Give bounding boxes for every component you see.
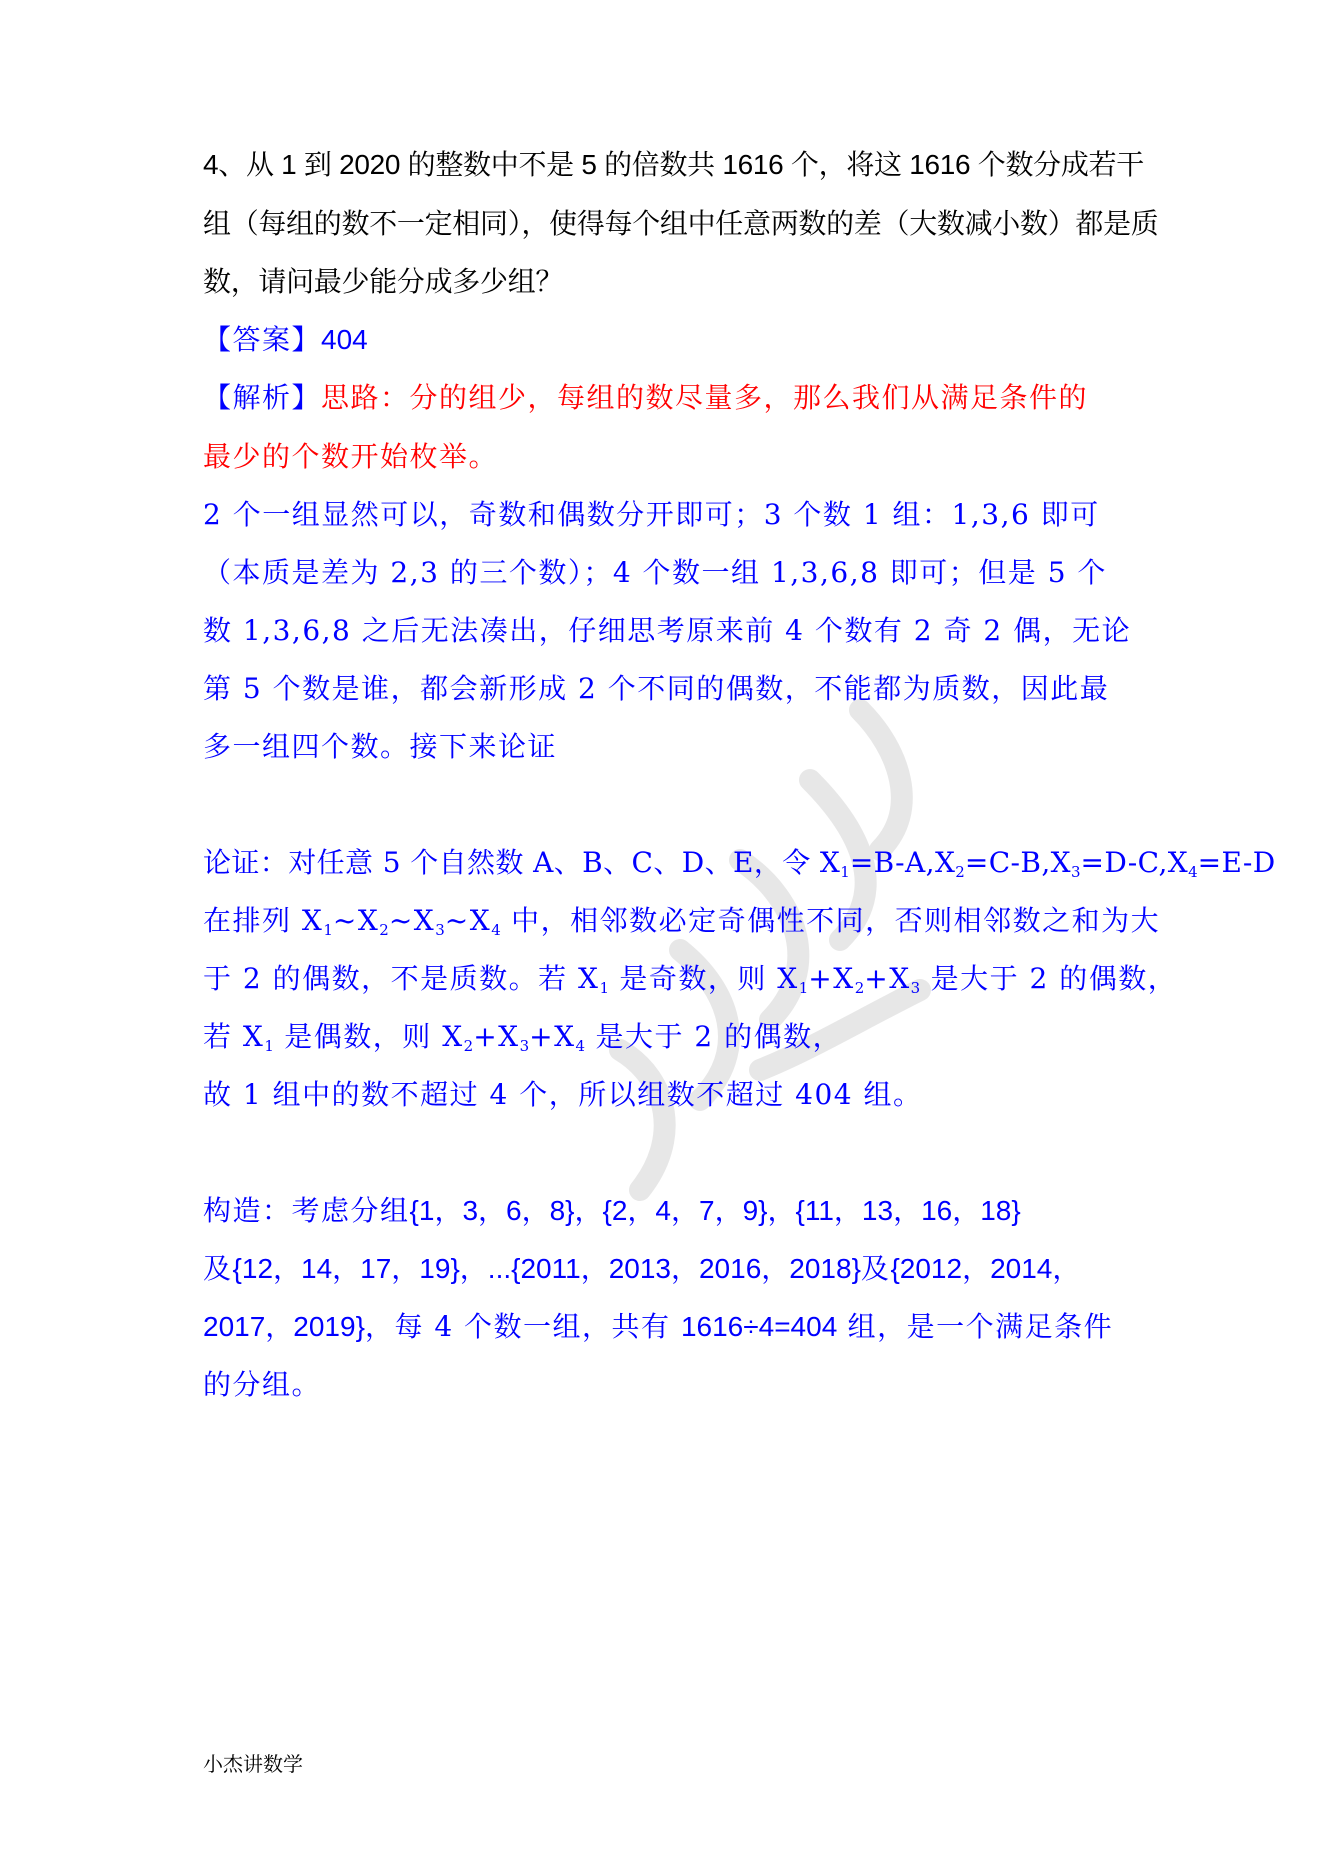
subscript: 1	[798, 979, 809, 997]
proof-text: =E-D	[1197, 846, 1276, 879]
proof-line-5: 故 1 组中的数不超过 4 个，所以组数不超过 404 组。	[203, 1078, 923, 1111]
proof-text: =D-C,X	[1080, 846, 1189, 879]
construction-text: 组，是一个满足条件	[837, 1310, 1114, 1343]
construction-text: 及	[860, 1252, 891, 1285]
subscript: 2	[463, 1037, 474, 1055]
subscript: 2	[955, 863, 965, 881]
proof-text: 于 2 的偶数，不是质数。若 X	[203, 962, 600, 995]
subscript: 3	[435, 921, 445, 939]
proof-text: ~X	[444, 904, 492, 937]
analysis-text-1: 思路：分的组少，每组的数尽量多，那么我们从满足条件的	[321, 381, 1089, 414]
proof-text: ~X	[332, 904, 380, 937]
proof-text: 论证：对任意 5 个自然数 A、B、C、D、E，令 X	[203, 846, 841, 879]
subscript: 1	[840, 863, 850, 881]
proof-text: +X	[808, 962, 855, 995]
analysis-label: 【解析】	[203, 381, 322, 414]
proof-text: +X	[529, 1020, 576, 1053]
proof-line-2	[203, 903, 1160, 939]
proof-text: 中，相邻数必定奇偶性不同，否则相邻数之和为大	[500, 904, 1161, 937]
construction-sets: 2017，2019}	[203, 1311, 365, 1342]
proof-text: 是奇数，则 X	[609, 962, 799, 995]
question-line-1: 4、从 1 到 2020 的整数中不是 5 的倍数共 1616 个，将这 1616 个数分成若干	[203, 149, 1144, 180]
construction-line-3	[203, 1309, 1113, 1345]
proof-text: 在排列 X	[203, 904, 324, 937]
subscript: 3	[519, 1037, 530, 1055]
question-line-3: 数，请问最少能分成多少组？	[203, 266, 564, 297]
proof-text: 是大于 2 的偶数，	[920, 962, 1178, 995]
construction-line-1	[203, 1193, 1021, 1229]
subscript: 2	[379, 921, 389, 939]
subscript: 4	[1188, 863, 1198, 881]
enum-line-1: 2 个一组显然可以，奇数和偶数分开即可；3 个数 1 组：1,3,6 即可	[203, 498, 1100, 531]
proof-text: ~X	[388, 904, 436, 937]
analysis-line-1	[203, 380, 1088, 416]
proof-text: +X	[864, 962, 911, 995]
construction-sets: {2012，2014，	[890, 1253, 1081, 1284]
answer-label: 【答案】	[203, 323, 322, 356]
subscript: 1	[599, 979, 609, 997]
answer-value: 404	[321, 324, 368, 355]
proof-line-4	[203, 1019, 842, 1055]
construction-sets: {12，14，17，19}，...{2011，2013，2016，2018}	[232, 1253, 861, 1284]
proof-text: 是偶数，则 X	[273, 1020, 464, 1053]
enum-line-3: 数 1,3,6,8 之后无法凑出，仔细思考原来前 4 个数有 2 奇 2 偶，无论	[203, 614, 1132, 647]
subscript: 4	[491, 921, 501, 939]
enum-line-2: （本质是差为 2,3 的三个数）；4 个数一组 1,3,6,8 即可；但是 5 个	[203, 556, 1107, 589]
proof-line-1	[203, 845, 1276, 881]
subscript: 3	[1071, 863, 1081, 881]
proof-text: =B-A,X	[849, 846, 956, 879]
enum-line-4: 第 5 个数是谁，都会新形成 2 个不同的偶数，不能都为质数，因此最	[203, 672, 1110, 705]
construction-sets: {1，3，6，8}，{2，4，7，9}，{11，13，16，18}	[409, 1195, 1021, 1226]
construction-text: ，每 4 个数一组，共有	[364, 1310, 681, 1343]
proof-line-3	[203, 961, 1177, 997]
proof-text: 是大于 2 的偶数，	[585, 1020, 843, 1053]
subscript: 4	[575, 1037, 586, 1055]
subscript: 3	[910, 979, 921, 997]
subscript: 1	[323, 921, 333, 939]
construction-line-4: 的分组。	[203, 1368, 322, 1401]
footer-text: 小杰讲数学	[203, 1752, 303, 1776]
watermark-logo	[560, 690, 980, 1210]
subscript: 1	[264, 1037, 274, 1055]
proof-text: 若 X	[203, 1020, 265, 1053]
proof-text: =C-B,X	[964, 846, 1071, 879]
analysis-line-2: 最少的个数开始枚举。	[203, 440, 499, 473]
enum-line-5: 多一组四个数。接下来论证	[203, 730, 558, 763]
answer-line	[203, 322, 368, 358]
construction-line-2	[203, 1251, 1080, 1287]
proof-text: +X	[473, 1020, 520, 1053]
subscript: 2	[854, 979, 865, 997]
construction-formula: 1616÷4=404	[680, 1311, 838, 1342]
question-line-2: 组（每组的数不一定相同），使得每个组中任意两数的差（大数减小数）都是质	[203, 208, 1159, 239]
construction-text: 及	[203, 1252, 233, 1285]
construction-text: 构造：考虑分组	[203, 1194, 410, 1227]
